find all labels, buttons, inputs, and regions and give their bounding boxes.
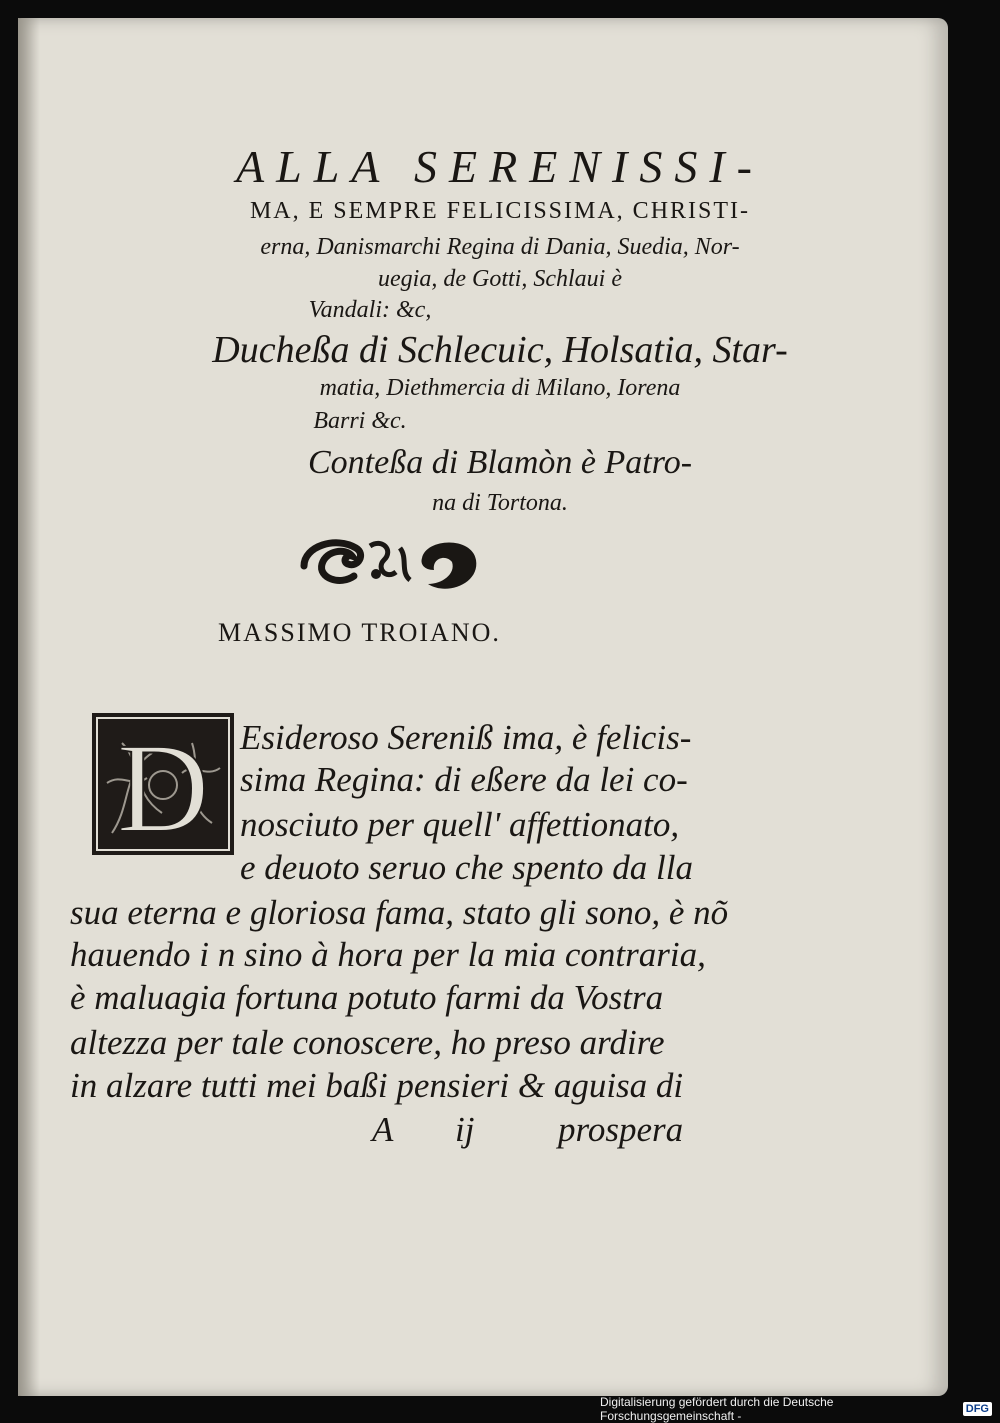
- signature-mark: A: [372, 1110, 394, 1149]
- body-line-6: hauendo i n sino à hora per la mia contraria,: [70, 935, 706, 974]
- title-line-4: uegia, de Gotti, Schlaui è: [378, 266, 622, 292]
- title-line-7: matia, Diethmercia di Milano, Iorena: [319, 375, 681, 401]
- body-line-9: in alzare tutti mei baßi pensieri & aguisa di: [70, 1066, 684, 1105]
- dfg-logo-icon: DFG: [963, 1402, 992, 1416]
- title-line-5: Vandali: &c,: [308, 297, 432, 323]
- title-line-1: ALLA SERENISSI-: [236, 141, 764, 192]
- footer-text: Digitalisierung gefördert durch die Deutsche Forschungsgemeinschaft -: [600, 1395, 834, 1423]
- catchword: prospera: [558, 1110, 684, 1149]
- body-line-2: sima Regina: di eßere da lei co-: [240, 760, 688, 799]
- title-line-2: MA, E SEMPRE FELICISSIMA, CHRISTI-: [249, 198, 751, 224]
- author-name: MASSIMO TROIANO.: [218, 618, 501, 647]
- body-line-8: altezza per tale conoscere, ho preso ardire: [70, 1023, 665, 1062]
- digitization-footer: [600, 1396, 1000, 1422]
- body-line-3: nosciuto per quell' affettionato,: [240, 805, 680, 844]
- body-line-4: e deuoto seruo che spento da lla: [240, 848, 693, 887]
- title-line-10: na di Tortona.: [432, 490, 568, 516]
- title-line-6: Ducheßa di Schlecuic, Holsatia, Star-: [212, 329, 788, 371]
- body-line-1: Esideroso Sereniß ima, è felicis-: [240, 718, 692, 757]
- body-line-5: sua eterna e gloriosa fama, stato gli sono, è nõ: [70, 893, 729, 932]
- title-line-9: Conteßa di Blamòn è Patro-: [307, 444, 693, 481]
- decorated-initial-d-icon: [92, 713, 234, 855]
- signature-number: ij: [455, 1110, 475, 1149]
- body-line-7: è maluagia fortuna potuto farmi da Vostra: [70, 978, 664, 1017]
- title-line-3: erna, Danismarchi Regina di Dania, Suedia, Nor-: [260, 234, 740, 260]
- title-line-8: Barri &c.: [313, 408, 407, 434]
- svg-text:D: D: [116, 717, 210, 855]
- fleuron-ornament-icon: [296, 528, 480, 598]
